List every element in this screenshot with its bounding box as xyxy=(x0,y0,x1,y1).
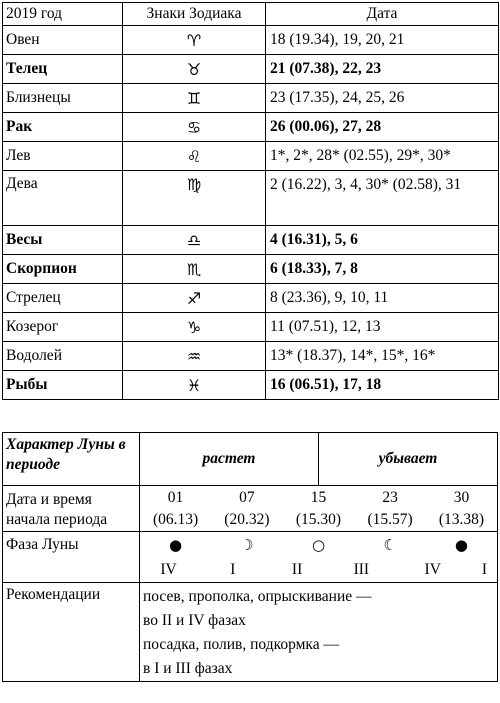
zodiac-row xyxy=(3,342,499,371)
header-year: 2019 год xyxy=(3,3,123,26)
phase-numbers xyxy=(140,558,498,583)
sign-name: Стрелец xyxy=(3,284,123,313)
zodiac-sign-icon: ♈ xyxy=(123,26,266,55)
period-day: 15 xyxy=(310,489,327,506)
zodiac-sign-icon: ♒ xyxy=(123,342,266,371)
zodiac-sign-icon: ♍ xyxy=(123,171,266,226)
phase-number-label-cell xyxy=(3,558,140,583)
recommendations-text xyxy=(140,583,498,682)
moon-period-label: Дата и время начала периода xyxy=(3,486,140,532)
period-time: (15.57) xyxy=(367,511,413,528)
zodiac-row xyxy=(3,142,499,171)
sign-name: Козерог xyxy=(3,313,123,342)
zodiac-sign-icon: ♑ xyxy=(123,313,266,342)
moon-phase-row xyxy=(3,532,498,559)
phase-number: I xyxy=(230,561,236,578)
period-0 xyxy=(140,486,212,532)
zodiac-header-row xyxy=(3,3,499,26)
sign-dates: 6 (18.33), 7, 8 xyxy=(266,255,499,284)
phase-number: III xyxy=(353,561,370,578)
full-moon-icon: ○ xyxy=(283,532,355,559)
moon-growing: растет xyxy=(140,433,319,486)
sign-name: Дева xyxy=(3,171,123,226)
last-quarter-icon: ☾ xyxy=(354,532,426,559)
zodiac-row xyxy=(3,26,499,55)
zodiac-row xyxy=(3,226,499,255)
zodiac-sign-icon: ♌ xyxy=(123,142,266,171)
period-time: (13.38) xyxy=(438,511,485,528)
first-quarter-icon: ☽ xyxy=(211,532,283,559)
sign-name: Водолей xyxy=(3,342,123,371)
sign-name: Рак xyxy=(3,113,123,142)
moon-phase-label: Фаза Луны xyxy=(3,532,140,559)
zodiac-sign-icon: ♎ xyxy=(123,226,266,255)
period-2 xyxy=(283,486,355,532)
zodiac-row xyxy=(3,255,499,284)
sign-dates: 2 (16.22), 3, 4, 30* (02.58), 31 xyxy=(266,171,499,226)
moon-character-row xyxy=(3,433,498,486)
recommendation-line: в I и III фазах xyxy=(143,660,233,677)
sign-name: Телец xyxy=(3,55,123,84)
moon-phase-number-row xyxy=(3,558,498,583)
zodiac-sign-icon: ♓ xyxy=(123,371,266,400)
sign-dates: 1*, 2*, 28* (02.55), 29*, 30* xyxy=(266,142,499,171)
zodiac-row xyxy=(3,113,499,142)
sign-name: Близнецы xyxy=(3,84,123,113)
sign-name: Весы xyxy=(3,226,123,255)
zodiac-sign-icon: ♋ xyxy=(123,113,266,142)
period-time: (15.30) xyxy=(295,511,342,528)
recommendations-label: Рекомендации xyxy=(3,583,140,682)
period-3 xyxy=(354,486,426,532)
header-signs: Знаки Зодиака xyxy=(123,3,266,26)
recommendation-line: посев, прополка, опрыскивание — xyxy=(143,588,372,605)
zodiac-row xyxy=(3,284,499,313)
recommendation-line: во II и IV фазах xyxy=(143,612,246,629)
phase-number: I xyxy=(481,561,488,578)
zodiac-sign-icon: ♉ xyxy=(123,55,266,84)
sign-dates: 23 (17.35), 24, 25, 26 xyxy=(266,84,499,113)
zodiac-sign-icon: ♊ xyxy=(123,84,266,113)
moon-table xyxy=(2,432,498,682)
phase-number: IV xyxy=(160,561,177,578)
phase-number: II xyxy=(291,561,303,578)
recommendation-line: посадка, полив, подкормка — xyxy=(143,636,339,653)
period-day: 01 xyxy=(167,489,184,506)
period-day: 23 xyxy=(382,489,398,506)
zodiac-row xyxy=(3,371,499,400)
new-moon-icon: ● xyxy=(140,532,212,559)
header-date: Дата xyxy=(266,3,499,26)
zodiac-sign-icon: ♏ xyxy=(123,255,266,284)
period-time: (06.13) xyxy=(152,511,199,528)
zodiac-row xyxy=(3,84,499,113)
sign-dates: 18 (19.34), 19, 20, 21 xyxy=(266,26,499,55)
period-1 xyxy=(211,486,283,532)
sign-dates: 21 (07.38), 22, 23 xyxy=(266,55,499,84)
sign-dates: 26 (00.06), 27, 28 xyxy=(266,113,499,142)
sign-name: Овен xyxy=(3,26,123,55)
sign-dates: 13* (18.37), 14*, 15*, 16* xyxy=(266,342,499,371)
sign-name: Рыбы xyxy=(3,371,123,400)
zodiac-row xyxy=(3,313,499,342)
new-moon-icon: ● xyxy=(426,532,498,559)
sign-dates: 8 (23.36), 9, 10, 11 xyxy=(266,284,499,313)
phase-number-strip xyxy=(140,558,497,582)
zodiac-row xyxy=(3,55,499,84)
sign-dates: 16 (06.51), 17, 18 xyxy=(266,371,499,400)
moon-waning: убывает xyxy=(318,433,497,486)
zodiac-table xyxy=(2,2,499,400)
period-time: (20.32) xyxy=(224,511,270,528)
zodiac-row xyxy=(3,171,499,226)
period-day: 30 xyxy=(453,489,470,506)
moon-period-row xyxy=(3,486,498,532)
moon-recommendations-row xyxy=(3,583,498,682)
period-4 xyxy=(426,486,498,532)
period-day: 07 xyxy=(239,489,255,506)
sign-dates: 11 (07.51), 12, 13 xyxy=(266,313,499,342)
sign-name: Лев xyxy=(3,142,123,171)
sign-name: Скорпион xyxy=(3,255,123,284)
moon-character-label: Характер Луны в периоде xyxy=(3,433,140,486)
sign-dates: 4 (16.31), 5, 6 xyxy=(266,226,499,255)
zodiac-sign-icon: ♐ xyxy=(123,284,266,313)
phase-number: IV xyxy=(424,561,441,578)
